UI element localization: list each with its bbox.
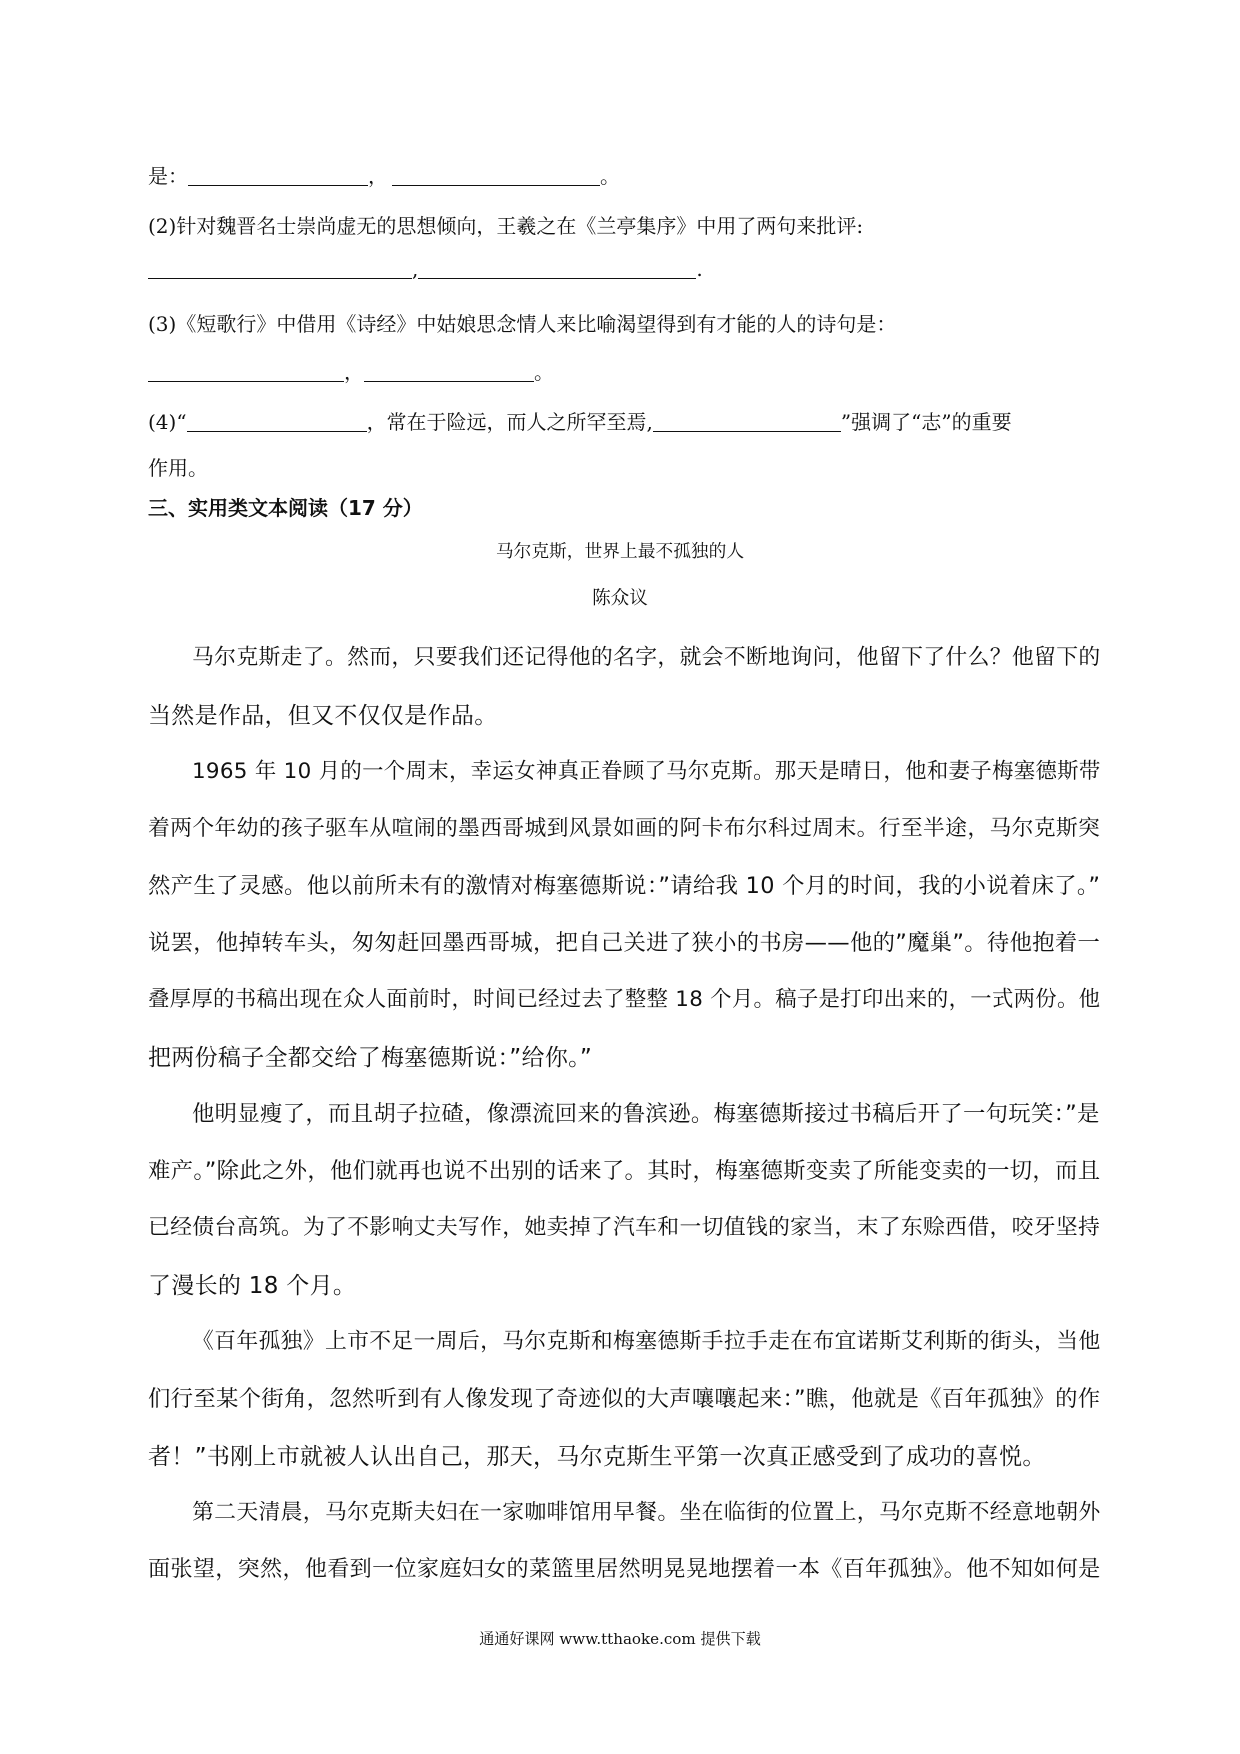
paragraph-4-line-3: 者！”书刚上市就被人认出自己，那天，马尔克斯生平第一次真正感受到了成功的喜悦。: [148, 1444, 1046, 1470]
paragraph-4-line-2: 们行至某个街角，忽然听到有人像发现了奇迹似的大声嚷嚷起来：”瞧，他就是《百年孤独》的作: [148, 1386, 1101, 1412]
q1-prefix: 是：: [148, 164, 188, 188]
q4-mid: ，常在于险远，而人之所罕至焉,: [366, 410, 653, 434]
answer-blank: [392, 163, 600, 186]
question-3-blanks: [148, 356, 554, 385]
page-footer: 通通好课网 www.tthaoke.com 提供下载: [479, 1630, 761, 1648]
paragraph-4-line-1: 《百年孤独》上市不足一周后，马尔克斯和梅塞德斯手拉手走在布宜诺斯艾利斯的街头，当他: [192, 1329, 1101, 1354]
answer-blank: [364, 359, 534, 382]
answer-blank: [418, 256, 696, 279]
q3-separator: ，: [344, 360, 364, 384]
answer-blank: [188, 163, 368, 186]
answer-blank: [653, 409, 841, 432]
question-3-prompt: (3)《短歌行》中借用《诗经》中姑娘思念情人来比喻渴望得到有才能的人的诗句是：: [148, 312, 897, 336]
answer-blank: [187, 409, 367, 432]
question-2-blanks: [148, 256, 703, 281]
paragraph-1-line-1: 马尔克斯走了。然而，只要我们还记得他的名字，就会不断地询问，他留下了什么？他留下的: [192, 645, 1101, 670]
paragraph-3-line-3: 已经债台高筑。为了不影响丈夫写作，她卖掉了汽车和一切值钱的家当，末了东赊西借，咬牙坚持: [148, 1215, 1101, 1240]
paragraph-2-line-4: 说罢，他掉转车头，匆匆赶回墨西哥城，把自己关进了狭小的书房——他的”魔巢”。待他抱着一: [148, 930, 1101, 956]
article-author: 陈众议: [592, 588, 648, 609]
question-2-prompt: (2)针对魏晋名士崇尚虚无的思想倾向，王羲之在《兰亭集序》中用了两句来批评:: [148, 214, 864, 238]
q1-end: 。: [600, 164, 620, 188]
paragraph-5-line-1: 第二天清晨，马尔克斯夫妇在一家咖啡馆用早餐。坐在临街的位置上，马尔克斯不经意地朝外: [192, 1500, 1101, 1525]
paragraph-2-line-5: 叠厚厚的书稿出现在众人面前时，时间已经过去了整整 18 个月。稿子是打印出来的，一式两份。他: [148, 987, 1101, 1012]
q4-suffix: ”强调了“志”的重要: [840, 410, 1012, 434]
paragraph-5-line-2: 面张望，突然，他看到一位家庭妇女的菜篮里居然明晃晃地摆着一本《百年孤独》。他不知如何是: [148, 1556, 1101, 1582]
paragraph-1-line-2: 当然是作品，但又不仅仅是作品。: [148, 703, 498, 729]
question-4-continuation: 作用。: [148, 456, 208, 480]
q1-separator: ，: [368, 164, 388, 188]
paragraph-2-line-2: 着两个年幼的孩子驱车从喧闹的墨西哥城到风景如画的阿卡布尔科过周末。行至半途，马尔克斯突: [148, 816, 1101, 841]
paragraph-3-line-1: 他明显瘦了，而且胡子拉碴，像漂流回来的鲁滨逊。梅塞德斯接过书稿后开了一句玩笑：”是: [192, 1101, 1100, 1127]
answer-blank: [148, 256, 412, 279]
paragraph-2-line-1: 1965 年 10 月的一个周末，幸运女神真正眷顾了马尔克斯。那天是晴日，他和妻子梅塞德斯带: [192, 759, 1101, 784]
question-4: [148, 406, 1012, 435]
section-heading: 三、实用类文本阅读（17 分）: [148, 496, 423, 520]
q3-end: 。: [534, 360, 554, 384]
q2-separator: ,: [412, 257, 419, 281]
q2-end: .: [696, 257, 703, 281]
paragraph-2-line-6: 把两份稿子全都交给了梅塞德斯说：”给你。”: [148, 1045, 593, 1071]
question-1-tail: [148, 160, 620, 189]
answer-blank: [148, 359, 344, 382]
paragraph-3-line-4: 了漫长的 18 个月。: [148, 1273, 357, 1299]
paragraph-2-line-3: 然产生了灵感。他以前所未有的激情对梅塞德斯说：”请给我 10 个月的时间，我的小说着床了。”: [148, 873, 1101, 899]
q4-prefix: (4)“: [148, 410, 187, 434]
paragraph-3-line-2: 难产。”除此之外，他们就再也说不出别的话来了。其时，梅塞德斯变卖了所能变卖的一切，而且: [148, 1158, 1101, 1184]
article-title: 马尔克斯，世界上最不孤独的人: [495, 542, 745, 562]
